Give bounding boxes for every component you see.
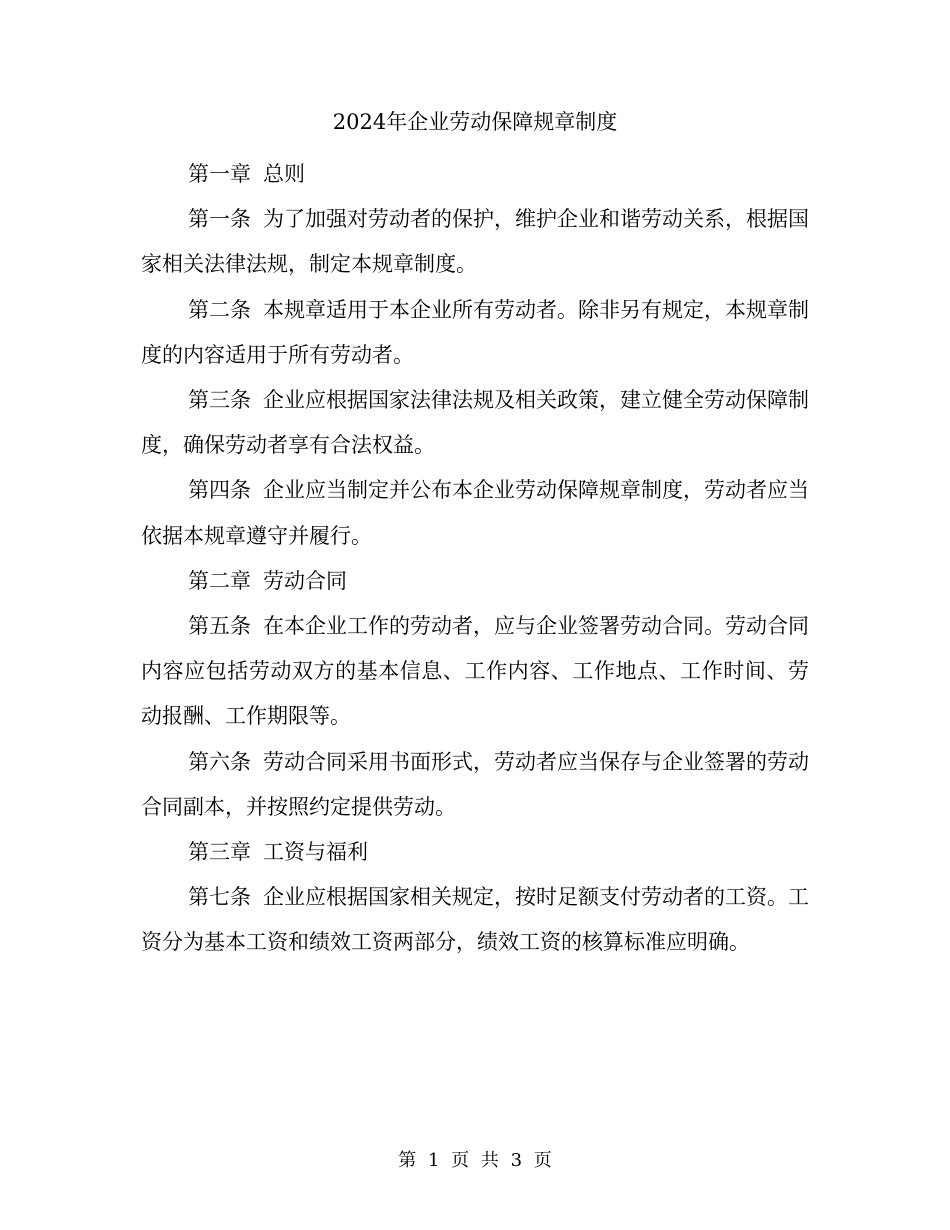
- article-text: 在本企业工作的劳动者，应与企业签署劳动合同。劳动合同内容应包括劳动双方的基本信息、工作内容、工作地点、工作时间、劳动报酬、工作期限等。: [141, 614, 809, 729]
- chapter-label: 第二章: [188, 568, 251, 593]
- article-paragraph: [141, 378, 809, 468]
- article-label: 第六条: [188, 749, 251, 774]
- article-paragraph: [141, 875, 809, 965]
- article-paragraph: [141, 288, 809, 378]
- article-paragraph: [141, 740, 809, 830]
- article-label: 第四条: [188, 478, 251, 503]
- article-label: 第七条: [188, 885, 251, 910]
- article-text: 本规章适用于本企业所有劳动者。除非另有规定，本规章制度的内容适用于所有劳动者。: [141, 297, 809, 367]
- chapter-heading: [141, 830, 809, 875]
- article-label: 第二条: [188, 297, 251, 322]
- article-text: 企业应根据国家相关规定，按时足额支付劳动者的工资。工资分为基本工资和绩效工资两部分，绩效工资的核算标准应明确。: [141, 885, 809, 955]
- page-number-footer: 第 1 页 共 3 页: [398, 1150, 552, 1171]
- chapter-heading: [141, 559, 809, 604]
- document-title: 2024年企业劳动保障规章制度: [332, 110, 618, 134]
- document-body: [141, 152, 809, 966]
- article-label: 第五条: [188, 614, 251, 639]
- chapter-label: 第三章: [188, 840, 251, 865]
- chapter-title: 工资与福利: [263, 840, 368, 865]
- chapter-title: 劳动合同: [263, 568, 347, 593]
- article-paragraph: [141, 468, 809, 558]
- article-label: 第三条: [188, 388, 251, 413]
- article-paragraph: [141, 604, 809, 740]
- article-text: 企业应根据国家法律法规及相关政策，建立健全劳动保障制度，确保劳动者享有合法权益。: [141, 388, 809, 458]
- article-text: 劳动合同采用书面形式，劳动者应当保存与企业签署的劳动合同副本，并按照约定提供劳动。: [141, 749, 809, 819]
- chapter-heading: [141, 152, 809, 197]
- article-text: 为了加强对劳动者的保护，维护企业和谐劳动关系，根据国家相关法律法规，制定本规章制度。: [141, 207, 809, 277]
- chapter-title: 总则: [263, 162, 305, 186]
- article-text: 企业应当制定并公布本企业劳动保障规章制度，劳动者应当依据本规章遵守并履行。: [141, 478, 809, 548]
- article-label: 第一条: [188, 207, 251, 232]
- article-paragraph: [141, 197, 809, 287]
- chapter-label: 第一章: [188, 162, 251, 186]
